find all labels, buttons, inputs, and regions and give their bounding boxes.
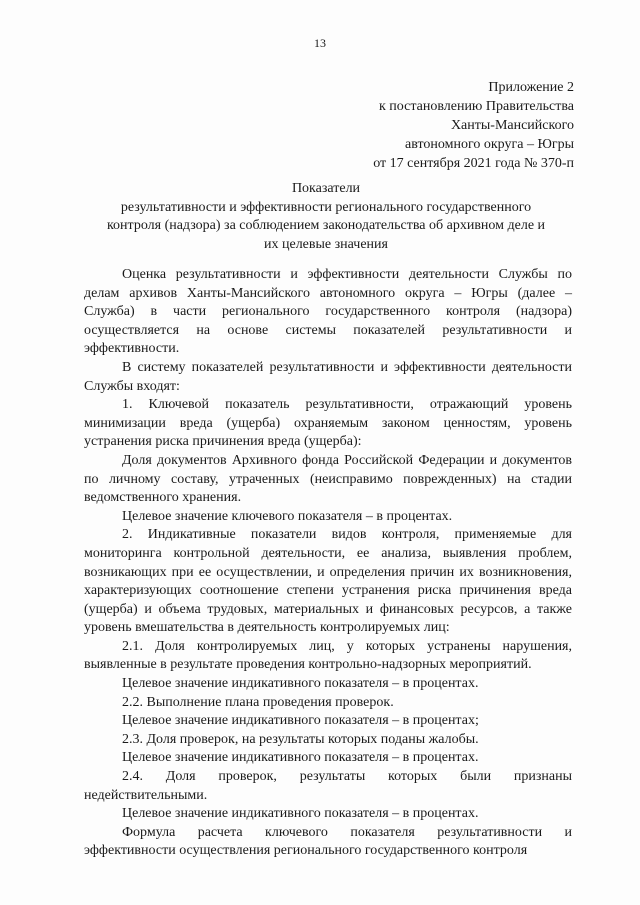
title-line: результативности и эффективности регионального государственного bbox=[120, 199, 532, 215]
document-title bbox=[84, 180, 568, 254]
paragraph: Целевое значение индикативного показателя – в процентах. bbox=[122, 750, 479, 766]
paragraph: 2.1. Доля контролируемых лиц, у которых устранены нарушения, выявленные в результате проведения контрольно-надзорных мероприятий. bbox=[84, 638, 572, 673]
paragraph: 2.3. Доля проверок, на результаты которых поданы жалобы. bbox=[122, 731, 479, 747]
paragraph: В систему показателей результативности и эффективности деятельности Службы входят: bbox=[84, 359, 572, 394]
paragraph: Оценка результативности и эффективности деятельности Службы по делам архивов Ханты-Мансийского автономного округа – Югры (далее – Служба) в части регионального государственного контроля (надзора) осуществляется на основе системы показателей результативности и эффективности. bbox=[84, 267, 572, 357]
paragraph: Целевое значение индикативного показателя – в процентах. bbox=[122, 676, 479, 692]
appendix-line: от 17 сентября 2021 года № 370-п bbox=[373, 156, 574, 171]
title-line: контроля (надзора) за соблюдением законодательства об архивном деле и bbox=[106, 218, 546, 233]
paragraph: Целевое значение индикативного показателя – в процентах; bbox=[122, 713, 479, 729]
title-line: их целевые значения bbox=[264, 236, 388, 252]
appendix-line: Приложение 2 bbox=[488, 80, 574, 95]
paragraph: Формула расчета ключевого показателя результативности и эффективности осуществления регионального государственного контроля bbox=[84, 824, 572, 859]
paragraph: Целевое значение индикативного показателя – в процентах. bbox=[122, 806, 479, 822]
appendix-line: автономного округа – Югры bbox=[405, 137, 574, 152]
page-number: 13 bbox=[314, 36, 326, 50]
appendix-line: Ханты-Мансийского bbox=[450, 118, 574, 133]
paragraph: Доля документов Архивного фонда Российской Федерации и документов по личному составу, утраченных (неисправимо поврежденных) на стадии ведомственного хранения. bbox=[84, 452, 572, 506]
appendix-line: к постановлению Правительства bbox=[378, 99, 574, 114]
paragraph: 2. Индикативные показатели видов контроля, применяемые для мониторинга контрольной деятельности, ее анализа, выявления проблем, возникающих при ее осуществлении, и определения причин их возникновения, характеризующих соотношение степени устранения риска причинения вреда (ущерба) и объема трудовых, материальных и финансовых ресурсов, а также уровень вмешательства в деятельность контролируемых лиц: bbox=[84, 527, 572, 636]
paragraph: Целевое значение ключевого показателя – в процентах. bbox=[122, 508, 453, 524]
paragraph: 2.2. Выполнение плана проведения проверок. bbox=[122, 694, 394, 710]
appendix-header bbox=[373, 78, 574, 173]
title-line: Показатели bbox=[291, 181, 361, 196]
document-body bbox=[84, 266, 572, 861]
paragraph: 2.4. Доля проверок, результаты которых были признаны недействительными. bbox=[84, 769, 572, 803]
paragraph: 1. Ключевой показатель результативности, отражающий уровень минимизации вреда (ущерба) охраняемым законом ценностям, уровень устранения риска причинения вреда (ущерба): bbox=[84, 397, 572, 450]
